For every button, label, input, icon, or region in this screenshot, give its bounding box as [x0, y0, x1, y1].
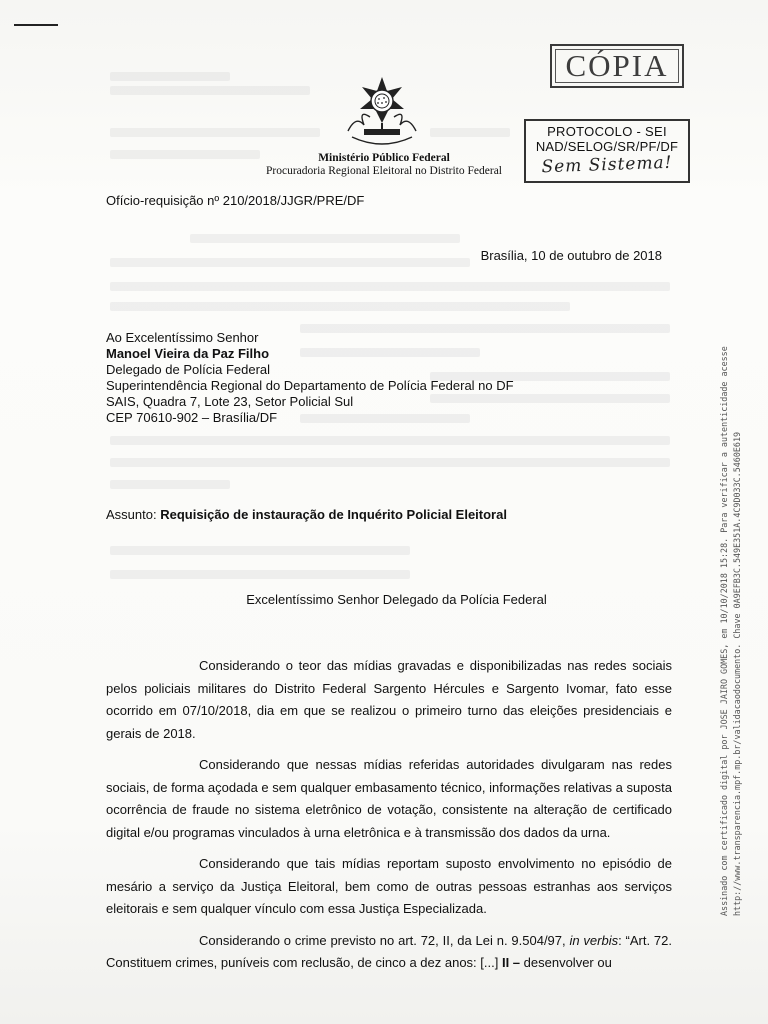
body-paragraph-4-middle: : “Art. 72. Constituem crimes, puníveis com reclusão, de cinco a dez anos: [...] — [106, 932, 672, 970]
organization-unit: Procuradoria Regional Eleitoral no Distrito Federal — [265, 165, 502, 177]
show-through-line — [110, 458, 670, 467]
addressee-name: Manoel Vieira da Paz Filho — [106, 346, 270, 361]
body-paragraph-3: Considerando que tais mídias reportam suposto envolvimento no episódio de mesário a serviço da Justiça Eleitoral, bem como de outras pessoas estranhas aos serviços eleitorais e sem qualquer vínculo com essa Justiça Especializada. — [106, 856, 672, 916]
protocol-stamp-unit: NAD/SELOG/SR/PF/DF — [535, 139, 679, 154]
show-through-line — [110, 86, 310, 95]
body-paragraph-1: Considerando o teor das mídias gravadas e disponibilizadas nas redes sociais pelos policiais militares do Distrito Federal Sargento Hércules e Sargento Ivomar, fato esse ocorrido em 07/10/2018, dia em que se realizou o primeiro turno das eleições presidenciais e gerais de 2018. — [106, 658, 672, 741]
addressee-title: Delegado de Polícia Federal — [106, 362, 271, 377]
letter-body — [106, 655, 672, 975]
body-paragraph-4-end: desenvolver ou — [520, 955, 612, 970]
addressee-office: Superintendência Regional do Departamento de Polícia Federal no DF — [106, 378, 514, 393]
document-date: Brasília, 10 de outubro de 2018 — [480, 248, 662, 263]
document-reference: Ofício-requisição nº 210/2018/JJGR/PRE/DF — [106, 193, 365, 208]
signature-line-2: http://www.transparencia.mpf.mp.br/validacaodocumento. Chave 0A9EFB3C.549E351A.4C9D033C.5460E619 — [732, 431, 742, 916]
show-through-line — [110, 302, 570, 311]
show-through-line — [430, 128, 510, 137]
body-paragraph-4-bold: II – — [501, 955, 521, 970]
addressee-block — [106, 330, 514, 426]
copia-stamp: CÓPIA — [550, 44, 684, 88]
subject-text: Requisição de instauração de Inquérito Policial Eleitoral — [160, 507, 507, 522]
subject-line — [106, 507, 507, 522]
coat-of-arms-icon — [342, 73, 422, 147]
organization-name: Ministério Público Federal — [318, 152, 450, 164]
protocol-stamp — [524, 119, 690, 183]
greeting-text: Excelentíssimo Senhor Delegado da Polícia Federal — [246, 592, 547, 607]
show-through-line — [110, 480, 230, 489]
addressee-street: SAIS, Quadra 7, Lote 23, Setor Policial Sul — [106, 394, 354, 409]
signature-line-1: Assinado com certificado digital por JOSE JAIRO GOMES, em 10/10/2018 15:28. Para verificar a autenticidade acesse — [719, 346, 729, 916]
protocol-stamp-title: PROTOCOLO - SEI — [547, 124, 667, 139]
greeting-line — [0, 592, 768, 607]
body-paragraph-4-italic: in verbis — [569, 932, 619, 948]
letterhead — [222, 152, 546, 177]
addressee-zip-city: CEP 70610-902 – Brasília/DF — [106, 410, 278, 425]
show-through-line — [190, 234, 460, 243]
show-through-line — [110, 128, 320, 137]
digital-signature-side-text — [714, 280, 746, 920]
body-paragraph-4-start: Considerando o crime previsto no art. 72, II, da Lei n. 9.504/97, — [199, 932, 570, 948]
addressee-salutation: Ao Excelentíssimo Senhor — [106, 330, 259, 345]
protocol-stamp-handwritten-note: Sem Sistema! — [541, 152, 673, 178]
show-through-line — [110, 258, 470, 267]
show-through-line — [110, 546, 410, 555]
corner-mark — [14, 24, 58, 26]
show-through-line — [110, 282, 670, 291]
show-through-line — [110, 72, 230, 81]
subject-label: Assunto: — [106, 507, 161, 522]
show-through-line — [110, 570, 410, 579]
show-through-line — [110, 436, 670, 445]
body-paragraph-2: Considerando que nessas mídias referidas autoridades divulgaram nas redes sociais, de forma açodada e sem qualquer embasamento técnico, informações relativas a suposta ocorrência de fraude no sistema eletrônico de votação, consistente na alteração de certificado digital e/ou programas vinculados à urna eletrônica e à transmissão dos dados da urna. — [106, 757, 672, 840]
body-paragraph-4 — [106, 930, 672, 975]
